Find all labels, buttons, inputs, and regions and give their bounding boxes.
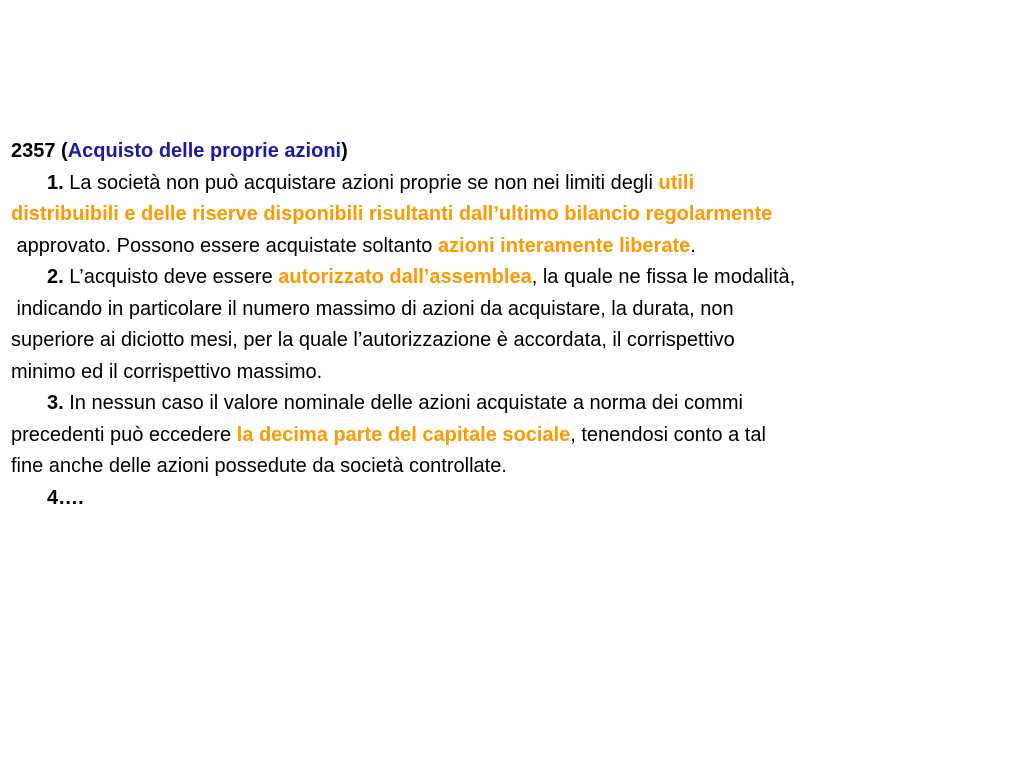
highlighted-text: la decima parte del capitale sociale [236, 423, 571, 446]
paragraph-line [11, 420, 1019, 452]
article-text [11, 136, 1019, 514]
paragraph-first-line [11, 388, 1019, 420]
body-text: precedenti può eccedere [11, 423, 237, 446]
paragraph-number: 2. [47, 266, 64, 288]
article-heading [11, 136, 1019, 168]
body-text: , tenendosi conto a tal [570, 423, 766, 446]
article-number: 2357 [11, 140, 56, 162]
body-text: superiore ai diciotto mesi, per la quale l’autorizzazione è accordata, il corrispettivo [11, 329, 735, 351]
paragraph-number: 1. [47, 171, 64, 194]
paragraph-first-line [11, 168, 1019, 200]
body-text: . [690, 234, 696, 257]
body-text: minimo ed il corrispettivo massimo. [11, 360, 323, 383]
body-text: fine anche delle azioni possedute da società controllate. [11, 455, 507, 477]
body-text: La società non può acquistare azioni proprie se non nei limiti degli [63, 171, 659, 194]
body-text: In nessun caso il valore nominale delle azioni acquistate a norma dei commi [63, 392, 743, 414]
highlighted-text: autorizzato dall’assemblea [278, 266, 532, 288]
body-text: approvato. Possono essere acquistate soltanto [11, 234, 438, 257]
body-text: , la quale ne fissa le modalità, [531, 266, 796, 288]
article-open-paren: ( [55, 140, 68, 162]
paragraph-line [11, 294, 1019, 326]
paragraph-first-line [11, 262, 1019, 294]
body-text: indicando in particolare il numero massimo di azioni da acquistare, la durata, non [11, 297, 734, 320]
article-close-paren: ) [341, 140, 348, 162]
highlighted-text: utili [658, 171, 695, 194]
highlighted-text: distribuibili e delle riserve disponibili risultanti dall’ultimo bilancio regolarmente [11, 203, 773, 225]
paragraph-line [11, 325, 1019, 357]
paragraph-line [11, 451, 1019, 483]
paragraph-number: 4…. [47, 486, 84, 509]
paragraph-line [11, 357, 1019, 389]
body-text: L’acquisto deve essere [63, 266, 279, 288]
paragraph-line [11, 231, 1019, 263]
highlighted-text: azioni interamente liberate [437, 234, 691, 257]
article-title: Acquisto delle proprie azioni [67, 140, 342, 162]
paragraph-number: 3. [47, 392, 64, 414]
paragraph-first-line [11, 483, 1019, 515]
paragraph-line [11, 199, 1019, 231]
